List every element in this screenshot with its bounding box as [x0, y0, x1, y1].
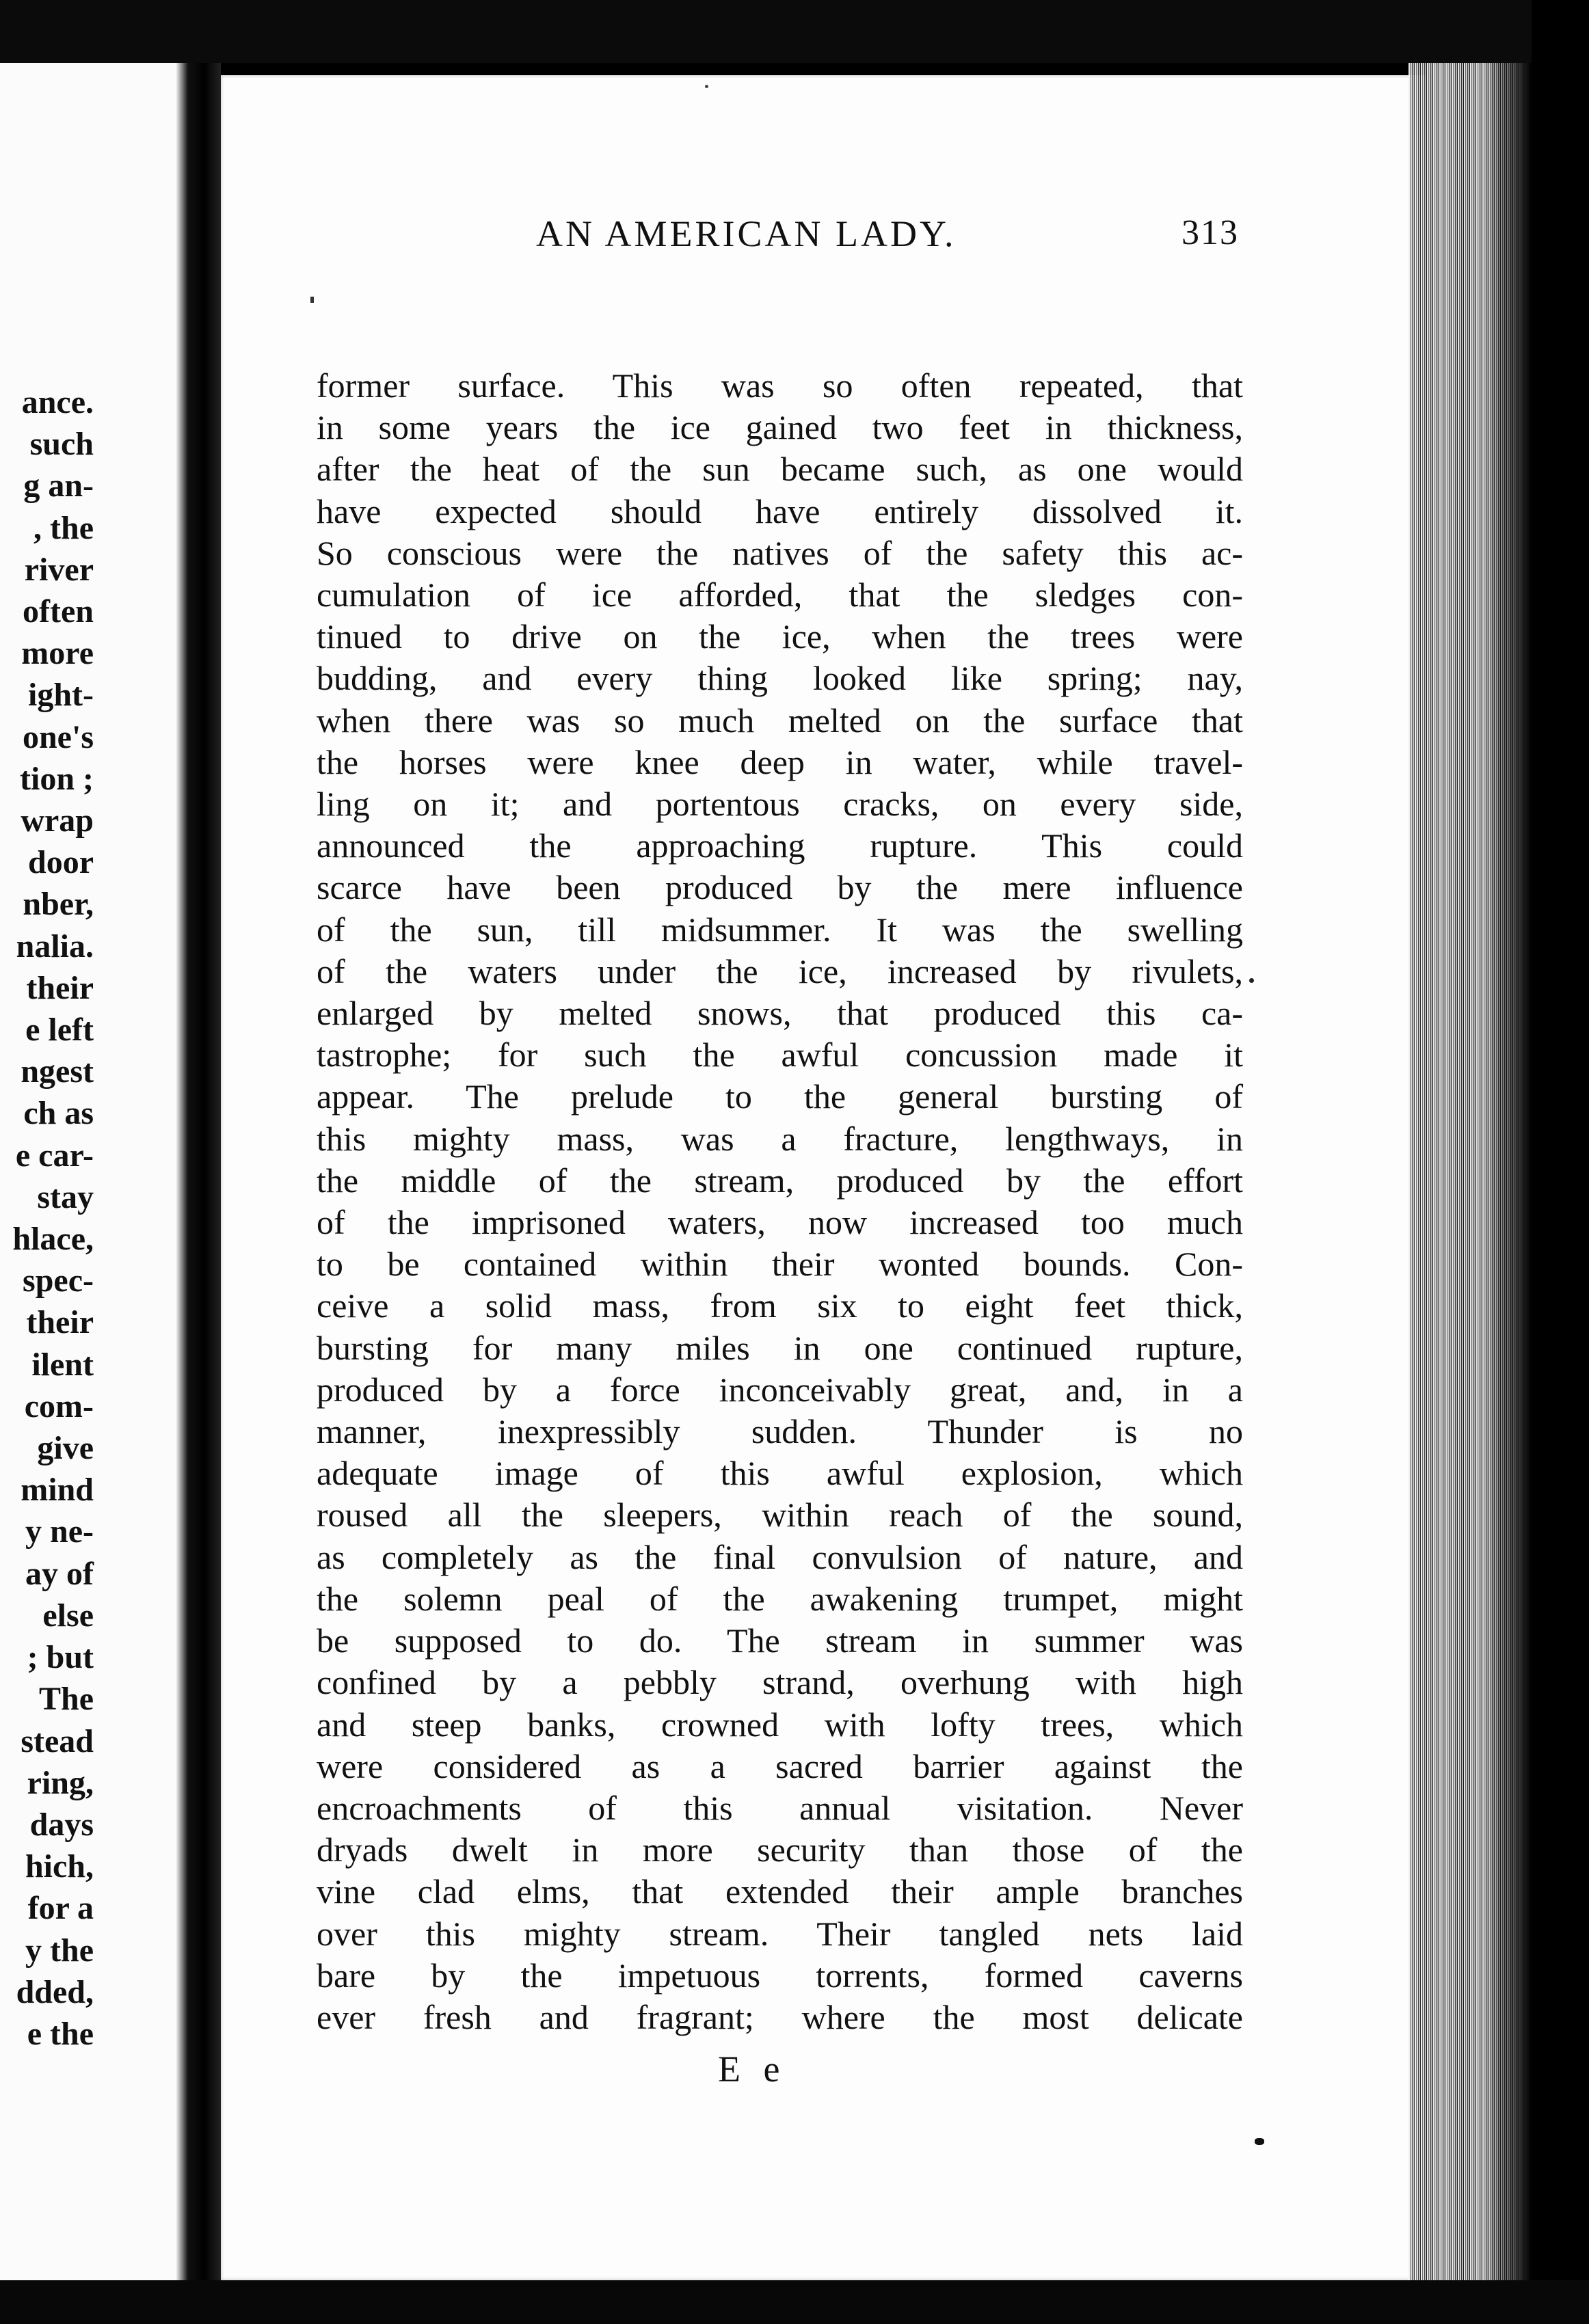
text-line: the solemn peal of the awakening trumpet, might — [317, 1579, 1243, 1618]
facing-page-line: e left — [25, 1012, 94, 1049]
text-line: cumulation of ice afforded, that the sledges con- — [317, 576, 1243, 614]
text-line: vine clad elms, that extended their ample branches — [317, 1872, 1243, 1911]
facing-page-line: tion ; — [20, 760, 94, 797]
facing-page-line: ilent — [31, 1346, 94, 1383]
text-line: this mighty mass, was a fracture, lengthways, in — [317, 1119, 1243, 1158]
text-line: bare by the impetuous torrents, formed caverns — [317, 1956, 1243, 1995]
text-line: dryads dwelt in more security than those of the — [317, 1830, 1243, 1869]
facing-page-line: stay — [37, 1178, 94, 1215]
text-line: adequate image of this awful explosion, which — [317, 1454, 1243, 1493]
facing-page-line: , the — [34, 509, 94, 546]
ink-speck — [310, 297, 314, 303]
page-edges-shadow — [1484, 63, 1532, 2280]
facing-page-line: y the — [25, 1932, 94, 1969]
ink-speck — [1255, 2138, 1264, 2145]
text-line: the middle of the stream, produced by the effort — [317, 1161, 1243, 1200]
facing-page-line: spec- — [23, 1262, 94, 1299]
facing-page-line: more — [21, 635, 94, 672]
gutter-shadow — [176, 63, 188, 2280]
facing-page-line: hich, — [25, 1848, 94, 1885]
facing-page-line: dded, — [16, 1973, 94, 2010]
facing-page-line: mind — [21, 1472, 94, 1509]
text-line: confined by a pebbly strand, overhung with high — [317, 1663, 1243, 1702]
facing-page-line: ngest — [21, 1053, 94, 1090]
text-line: ceive a solid mass, from six to eight feet thick, — [317, 1286, 1243, 1325]
text-line: after the heat of the sun became such, as one would — [317, 450, 1243, 489]
text-line: ling on it; and portentous cracks, on every side, — [317, 785, 1243, 824]
facing-page-text-fragments — [12, 381, 94, 2055]
facing-page-line: y ne- — [25, 1513, 94, 1550]
facing-page-line: days — [29, 1806, 94, 1843]
facing-page-line: e the — [27, 2015, 94, 2052]
facing-page-line: else — [42, 1597, 94, 1634]
facing-page-line: ay of — [25, 1555, 94, 1592]
text-line: former surface. This was so often repeated, that — [317, 366, 1243, 405]
text-line: ever fresh and fragrant; where the most delicate — [317, 1997, 1243, 2036]
facing-page-line: for a — [27, 1890, 94, 1927]
scan-background-top — [0, 0, 1589, 63]
facing-page-line: river — [24, 551, 94, 588]
facing-page-line: their — [26, 1304, 94, 1341]
facing-page-line: give — [37, 1430, 94, 1467]
facing-page-line: ring, — [27, 1764, 94, 1801]
ink-speck — [705, 85, 708, 88]
text-line: encroachments of this annual visitation. Never — [317, 1788, 1243, 1827]
facing-page-line: nber, — [23, 886, 94, 923]
text-line: scarce have been produced by the mere influence — [317, 868, 1243, 907]
text-line: tastrophe; for such the awful concussion made it — [317, 1036, 1243, 1075]
text-line: were considered as a sacred barrier against the — [317, 1746, 1243, 1785]
scan-background-right — [1532, 0, 1589, 2324]
page-edges-stack — [1408, 63, 1532, 2280]
scan-background-bottom — [0, 2280, 1589, 2324]
printer-signature-mark: E e — [718, 2049, 787, 2090]
text-line: enlarged by melted snows, that produced this ca- — [317, 994, 1243, 1033]
facing-page-line: ight- — [28, 677, 94, 714]
text-line: produced by a force inconceivably great, and, in a — [317, 1370, 1243, 1409]
page-number: 313 — [1181, 213, 1239, 252]
text-line: of the sun, till midsummer. It was the swelling — [317, 910, 1243, 949]
facing-page-left — [0, 63, 188, 2280]
facing-page-line: wrap — [21, 802, 94, 839]
facing-page-line: ; but — [27, 1639, 94, 1676]
text-line: to be contained within their wonted bounds. Con- — [317, 1245, 1243, 1284]
body-text — [317, 365, 1243, 2038]
facing-page-line: their — [26, 969, 94, 1006]
text-line: as completely as the final convulsion of nature, and — [317, 1537, 1243, 1576]
facing-page-line: such — [29, 426, 94, 463]
page-gap — [188, 63, 221, 2280]
text-line: in some years the ice gained two feet in thickness, — [317, 408, 1243, 447]
text-line: and steep banks, crowned with lofty trees, which — [317, 1705, 1243, 1744]
facing-page-line: g an- — [23, 468, 94, 504]
text-line: of the waters under the ice, increased by rivulets, — [317, 951, 1243, 990]
facing-page-line: nalia. — [16, 928, 94, 964]
facing-page-line: often — [23, 593, 94, 630]
facing-page-line: hlace, — [12, 1221, 94, 1258]
text-line: bursting for many miles in one continued rupture, — [317, 1328, 1243, 1367]
text-line: over this mighty stream. Their tangled nets laid — [317, 1914, 1243, 1953]
facing-page-line: door — [28, 844, 94, 881]
facing-page-line: com- — [24, 1388, 94, 1424]
text-line: roused all the sleepers, within reach of the sound, — [317, 1496, 1243, 1535]
text-line: manner, inexpressibly sudden. Thunder is no — [317, 1412, 1243, 1451]
text-line: tinued to drive on the ice, when the trees were — [317, 617, 1243, 656]
facing-page-line: ch as — [23, 1095, 94, 1132]
facing-page-line: The — [38, 1681, 94, 1718]
running-head: AN AMERICAN LADY. — [536, 213, 957, 254]
facing-page-line: e car- — [15, 1137, 94, 1174]
text-line: be supposed to do. The stream in summer was — [317, 1621, 1243, 1660]
text-line: have expected should have entirely dissolved it. — [317, 491, 1243, 530]
text-line: So conscious were the natives of the safety this ac- — [317, 533, 1243, 572]
text-line: the horses were knee deep in water, while travel- — [317, 742, 1243, 781]
facing-page-line: stead — [21, 1722, 94, 1759]
text-line: of the imprisoned waters, now increased too much — [317, 1203, 1243, 1242]
facing-page-line: one's — [22, 718, 94, 755]
facing-page-line: ance. — [21, 384, 94, 420]
text-line: budding, and every thing looked like spring; nay, — [317, 659, 1243, 698]
ink-speck — [1249, 978, 1254, 983]
text-line: when there was so much melted on the surface that — [317, 701, 1243, 740]
text-line: appear. The prelude to the general bursting of — [317, 1077, 1243, 1116]
text-line: announced the approaching rupture. This could — [317, 826, 1243, 865]
